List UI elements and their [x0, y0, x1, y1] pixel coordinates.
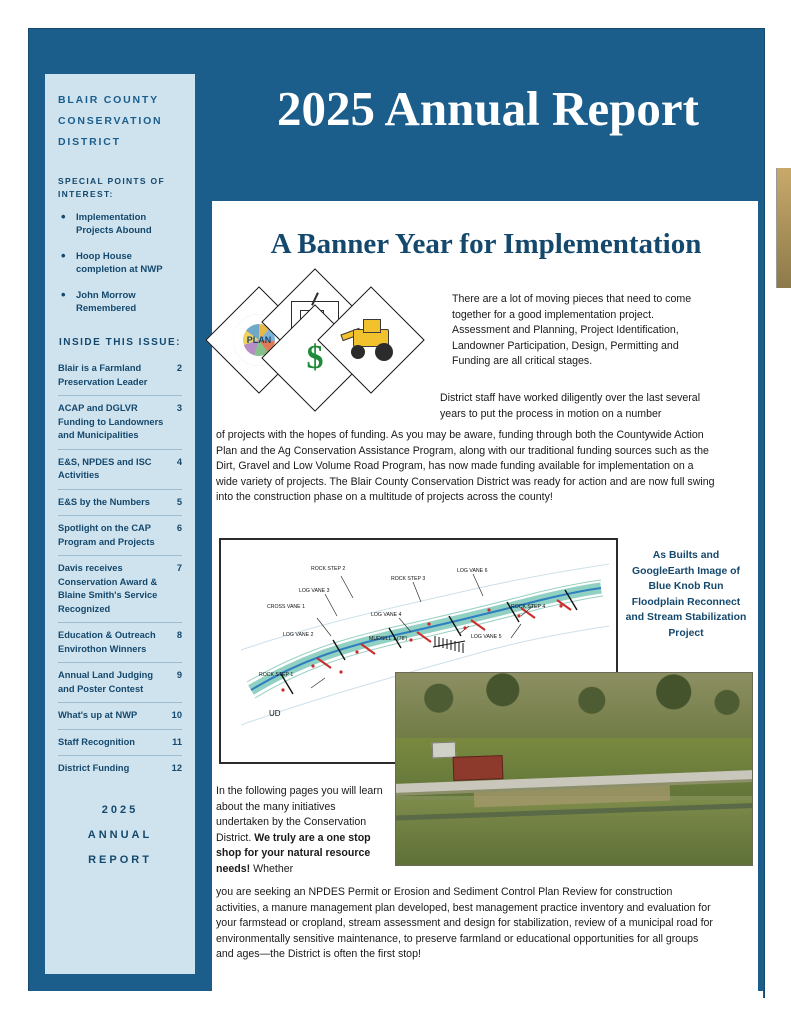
label-log-vane-6: LOG VANE 6	[457, 568, 488, 574]
table-of-contents	[58, 360, 182, 782]
table-row[interactable]	[58, 729, 182, 756]
closing-text-part2: Whether	[250, 862, 294, 875]
sidebar-footer-line: 2025	[101, 803, 139, 816]
table-row[interactable]	[58, 360, 182, 395]
figure-caption: As Builts and GoogleEarth Image of Blue Knob Run Floodplain Reconnect and Stream Stabilization Project	[625, 550, 747, 639]
table-row[interactable]	[58, 702, 182, 729]
toc-label: E&S by the Numbers	[58, 496, 150, 507]
toc-page: 4	[176, 456, 182, 467]
organization-name: BLAIR COUNTY CONSERVATION DISTRICT	[58, 94, 163, 148]
plan-label: PLAN	[233, 314, 285, 366]
toc-page: 7	[176, 563, 182, 573]
toc-page: 11	[172, 736, 182, 747]
sidebar-footer-line: REPORT	[88, 853, 152, 866]
table-row[interactable]	[58, 622, 182, 662]
table-row[interactable]	[58, 555, 182, 622]
label-rock-step-1: ROCK STEP 1	[259, 672, 294, 678]
list-item: • Implementation Projects Abound	[58, 211, 182, 237]
toc-label: Davis receives Conservation Award & Blaine Smith's Service Recognized	[58, 563, 158, 614]
toc-label: Staff Recognition	[58, 736, 135, 747]
toc-page: 6	[176, 523, 182, 533]
intro-paragraph-wrap-2: District staff have worked diligently over the last several years to put the process in motion on a number	[440, 392, 701, 420]
label-ud: UD	[269, 709, 281, 718]
label-mudsill-1: MUDSILL 1 (78')	[369, 636, 408, 642]
label-rock-step-2: ROCK STEP 2	[311, 566, 346, 572]
toc-label: E&S, NPDES and ISC Activities	[58, 456, 152, 480]
toc-label: Annual Land Judging and Poster Contest	[58, 670, 154, 694]
closing-paragraph-full: you are seeking an NPDES Permit or Erosion and Sediment Control Plan Review for construction activities, a manure management plan developed, best management practice inventory and evaluation for your farmstead or cropland, stream assessment and design for stabilization, review of a municipal road for environmentally sensitive maintenance, to preserve farmland or educational opportunities for all groups and ages—the District is often the first stop!	[216, 886, 713, 960]
article-headline: A Banner Year for Implementation	[270, 228, 702, 260]
table-row[interactable]	[58, 662, 182, 702]
label-rock-step-3: ROCK STEP 3	[391, 576, 426, 582]
toc-label: ACAP and DGLVR Funding to Landowners and Municipalities	[58, 403, 164, 440]
special-points-heading: SPECIAL POINTS OF INTEREST:	[58, 176, 165, 199]
label-log-vane-4: LOG VANE 4	[371, 612, 402, 618]
closing-paragraph-left	[216, 784, 388, 877]
label-rock-step-4: ROCK STEP 4	[511, 604, 546, 610]
toc-page: 9	[176, 670, 182, 680]
toc-label: Education & Outreach Envirothon Winners	[58, 630, 156, 654]
label-log-vane-5: LOG VANE 5	[471, 634, 502, 640]
toc-label: Blair is a Farmland Preservation Leader	[58, 363, 148, 387]
table-row[interactable]	[58, 395, 182, 449]
toc-label: What's up at NWP	[58, 710, 138, 720]
closing-text-part1: In the following pages you will learn about the many initiatives undertaken by the Conservation District.	[216, 785, 383, 844]
aerial-photo	[395, 672, 753, 866]
table-row[interactable]	[58, 489, 182, 516]
bottom-white-strip	[28, 991, 763, 1001]
label-log-vane-3: LOG VANE 3	[299, 588, 330, 594]
list-item: • John Morrow Remembered	[58, 289, 182, 315]
sidebar	[45, 74, 195, 974]
intro-paragraph-full: of projects with the hopes of funding. As you may be aware, funding through both the Countywide Action Plan and the Ag Conservation Assistance Program, along with our traditional funding sources such as the Dirt, Gravel and Low Volume Road Program, has now made funding available for implementation on a wide variety of projects. The Blair County Conservation District was ready for action and are now full swing into the construction phase on a multitude of projects across the county!	[216, 429, 715, 503]
intro-paragraph-wrap: There are a lot of moving pieces that need to come together for a good implementation project. Assessment and Planning, Project Identification, Landowner Participation, Design, Permitting and Funding are all critical stages.	[452, 293, 692, 367]
toc-page: 2	[176, 363, 182, 373]
list-item: • Hoop House completion at NWP	[58, 250, 182, 276]
toc-label: Spotlight on the CAP Program and Projects	[58, 523, 155, 547]
label-log-vane-2: LOG VANE 2	[283, 632, 314, 638]
adjacent-page-edge	[776, 168, 791, 288]
toc-page: 12	[171, 763, 182, 773]
project-stages-collage	[215, 284, 455, 394]
table-row[interactable]	[58, 449, 182, 489]
toc-page: 8	[176, 630, 182, 640]
page-title: 2025 Annual Report	[276, 81, 699, 136]
inside-this-issue-heading: INSIDE THIS ISSUE:	[58, 337, 181, 348]
table-row[interactable]	[58, 515, 182, 555]
toc-page: 10	[171, 710, 182, 720]
label-cross-vane-1: CROSS VANE 1	[267, 604, 305, 610]
dollar-label: $	[306, 339, 324, 376]
closing-text-bold: We truly are a one stop shop for your natural resource needs!	[216, 831, 371, 875]
toc-label: District Funding	[58, 763, 130, 773]
table-row[interactable]	[58, 755, 182, 782]
sidebar-footer	[58, 798, 182, 873]
toc-page: 5	[176, 496, 182, 507]
toc-page: 3	[176, 403, 182, 413]
sidebar-footer-line: ANNUAL	[87, 828, 153, 841]
special-points-list	[58, 211, 182, 315]
